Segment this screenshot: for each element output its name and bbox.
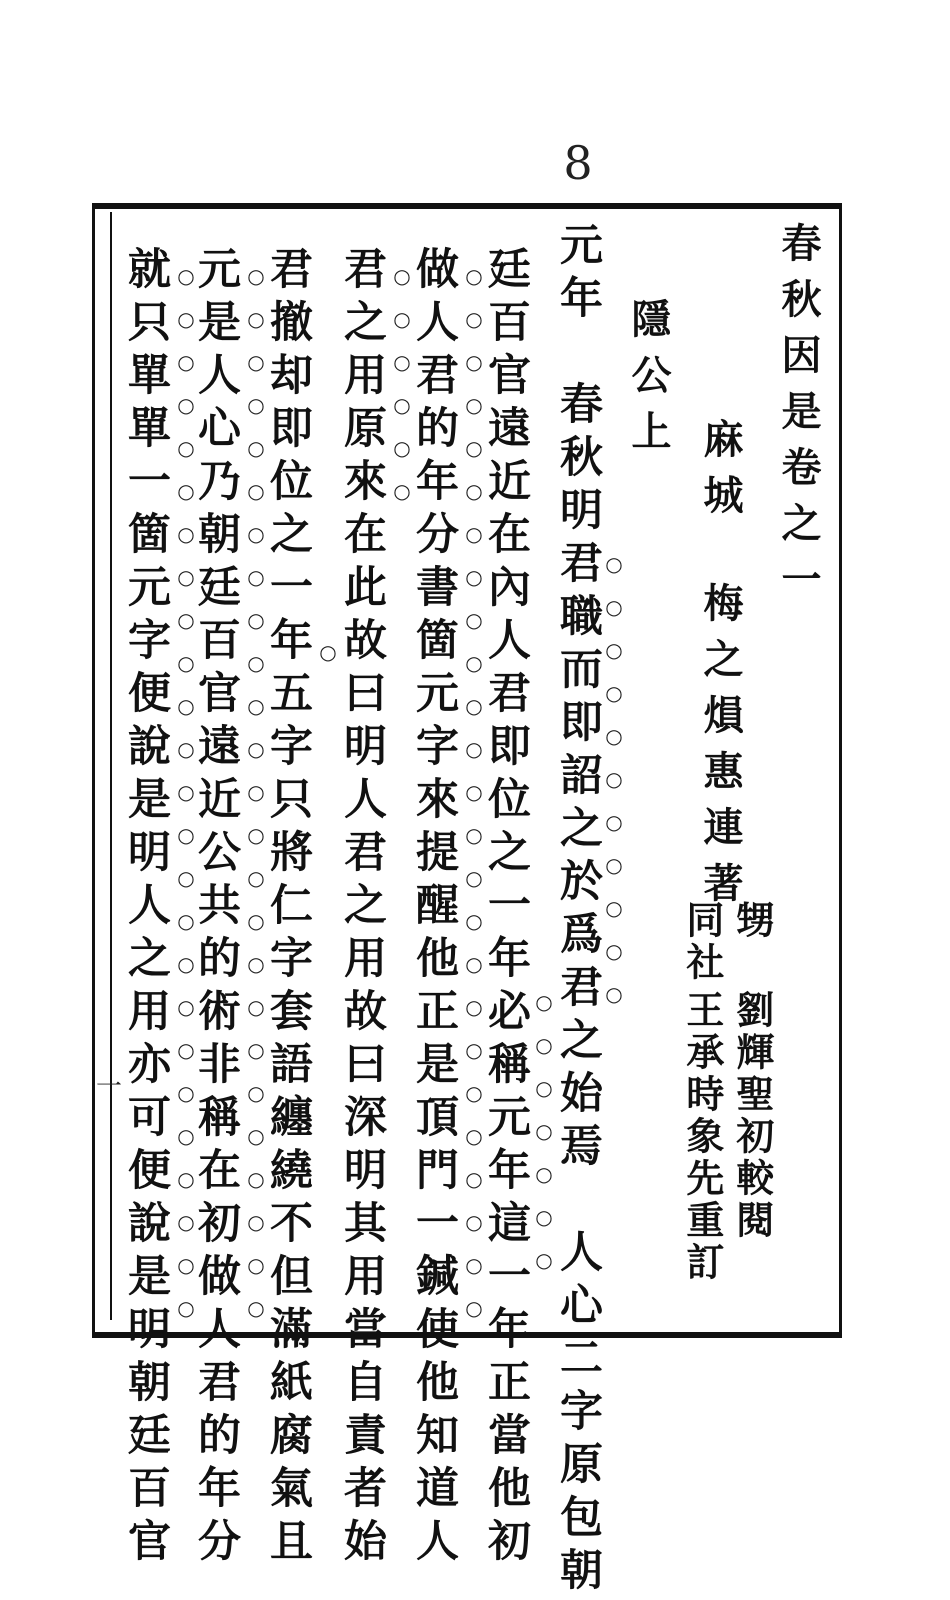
text-column-7: 就只單單一箇元字便說是明人之用亦可便說是明朝廷百官 xyxy=(121,246,171,1571)
chapter-heading: 隱公上 xyxy=(625,298,672,466)
emphasis-dots-1: ○○○○○○○○○○○ xyxy=(602,552,626,1025)
text-column-6: 元是人心乃朝廷百官遠近公共的術非稱在初做人君的年分 xyxy=(191,246,241,1571)
credit-line-1: 劉輝聖初較閱 xyxy=(729,990,775,1242)
emphasis-dots-7: ○○○○○○○○○○○○○○○○○○○○○○○○○ xyxy=(174,264,198,1339)
credit-label-society: 同社 xyxy=(679,900,725,984)
emphasis-dots-2: ○○○○○○○ xyxy=(532,990,556,1291)
credit-label-nephew: 甥 xyxy=(729,900,775,942)
text-column-5: 君撤却即位之一年五字只將仁字套語纏繞不但滿紙腐氣且 xyxy=(263,246,313,1571)
text-column-4: 君之用原來在此故曰明人君之用故曰深明其用當自責者始 xyxy=(337,246,387,1571)
emphasis-dots-3: ○○○○○○○○○○○○○○○○○○○○○○○○○ xyxy=(462,264,486,1339)
emphasis-dots-5: ○ xyxy=(316,640,340,683)
emphasis-dots-4: ○○○○○○ xyxy=(390,264,414,522)
margin-note: 一 xyxy=(96,1072,123,1102)
inner-border-rule xyxy=(110,212,112,1320)
text-column-3: 做人君的年分書箇元字來提醒他正是頂門一鍼使他知道人 xyxy=(409,246,459,1571)
page-number-mark: 8 xyxy=(563,136,593,190)
text-column-2: 廷百官遠近在內人君即位之一年必稱元年這一年正當他初 xyxy=(481,246,531,1571)
author-name: 梅之熉惠連著 xyxy=(697,582,744,918)
text-column-1: 元年 春秋明君職而即詔之於爲君之始焉 人心二字原包朝 xyxy=(553,222,603,1600)
emphasis-dots-6: ○○○○○○○○○○○○○○○○○○○○○○○○○ xyxy=(244,264,268,1339)
volume-title: 春秋因是卷之一 xyxy=(775,222,822,614)
author-place: 麻城 xyxy=(697,418,744,530)
credit-line-2: 王承時象先重訂 xyxy=(679,990,725,1284)
